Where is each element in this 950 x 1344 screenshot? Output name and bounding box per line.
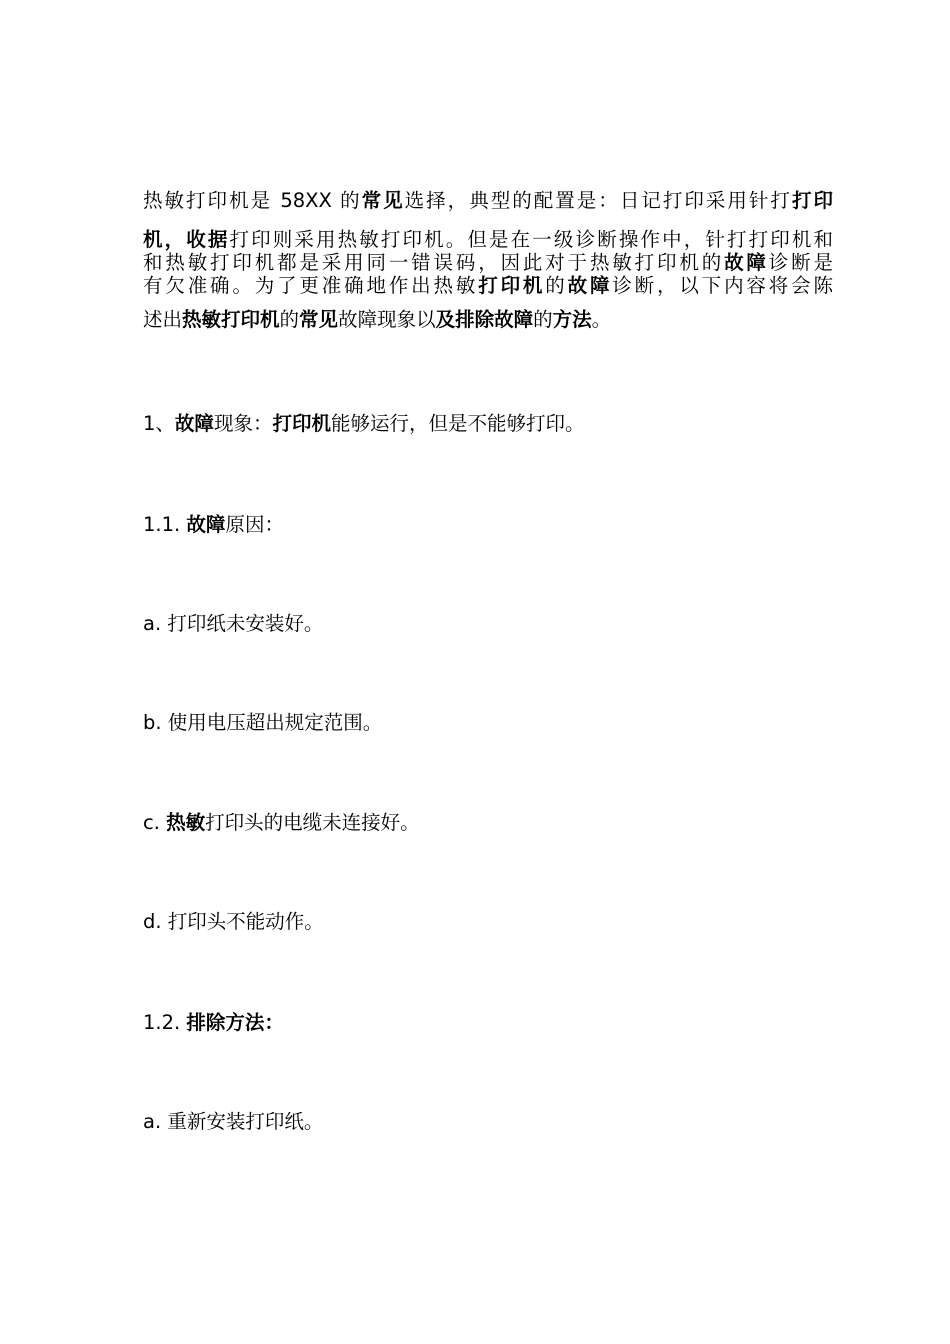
text-run: 及排除故障 xyxy=(435,308,534,330)
text-run: 诊断，以下内容将会陈 xyxy=(612,274,833,297)
text-run: 的 xyxy=(533,308,553,330)
text-run: 机，收据 xyxy=(143,228,230,251)
heading-1-2 xyxy=(143,1010,284,1036)
text-run: 述出 xyxy=(143,308,183,330)
text-run: 打印 xyxy=(791,189,833,212)
section-1-phenomenon: 现象： xyxy=(213,412,273,435)
intro-line-1 xyxy=(143,186,833,216)
intro-line-2 xyxy=(143,222,833,252)
heading-1-2-method: 排除方法： xyxy=(186,1011,284,1034)
text-run: 诊断是 xyxy=(768,252,833,274)
text-run: 故障 xyxy=(724,252,769,274)
heading-1-1-fault: 故障 xyxy=(186,513,226,536)
cause-c xyxy=(143,810,420,836)
cause-a: a. 打印纸未安装好。 xyxy=(143,612,324,635)
heading-1-2-number: 1.2. xyxy=(143,1011,187,1034)
cause-d: d. 打印头不能动作。 xyxy=(143,910,324,933)
text-run: 方法 xyxy=(552,308,592,330)
fix-a: a. 重新安装打印纸。 xyxy=(143,1110,324,1133)
section-1-fault: 故障 xyxy=(174,412,214,435)
text-run: 故障现象以 xyxy=(338,308,436,330)
intro-paragraph xyxy=(143,186,833,330)
text-run: 打印则采用热敏打印机。但是在一级诊断操作中，针打打印机和 xyxy=(229,228,833,251)
text-run: 故障 xyxy=(567,274,613,297)
text-run: 热敏打印机是 58XX 的 xyxy=(143,189,362,212)
cause-c-prefix: c. xyxy=(143,811,167,834)
text-run: 打印机 xyxy=(478,274,546,297)
text-run: 的 xyxy=(545,274,568,297)
text-run: 的 xyxy=(279,308,300,330)
text-run: 。 xyxy=(591,308,612,330)
intro-line-5 xyxy=(143,298,833,330)
section-1-printer: 打印机 xyxy=(272,412,331,435)
text-run: 有欠准确。为了更准确地作出热敏 xyxy=(143,274,479,297)
text-run: 常见 xyxy=(361,189,405,212)
text-run: 常见 xyxy=(299,308,339,330)
section-1-number: 1、 xyxy=(143,412,175,435)
cause-b: b. 使用电压超出规定范围。 xyxy=(143,711,383,734)
heading-1-1 xyxy=(143,512,284,538)
cause-c-rest: 打印头的电缆未连接好。 xyxy=(205,811,420,834)
cause-c-thermal: 热敏 xyxy=(166,811,206,834)
heading-1-1-cause: 原因： xyxy=(225,513,284,536)
text-run: 和热敏打印机都是采用同一错误码，因此对于热敏打印机的 xyxy=(143,252,725,274)
intro-line-4 xyxy=(143,274,833,298)
section-1-symptom xyxy=(143,411,584,437)
text-run: 热敏打印机 xyxy=(182,308,280,330)
heading-1-1-number: 1.1. xyxy=(143,513,187,536)
intro-line-3 xyxy=(143,252,833,274)
section-1-description: 能够运行，但是不能够打印。 xyxy=(330,412,585,435)
text-run: 选择，典型的配置是：日记打印采用针打 xyxy=(404,189,792,212)
